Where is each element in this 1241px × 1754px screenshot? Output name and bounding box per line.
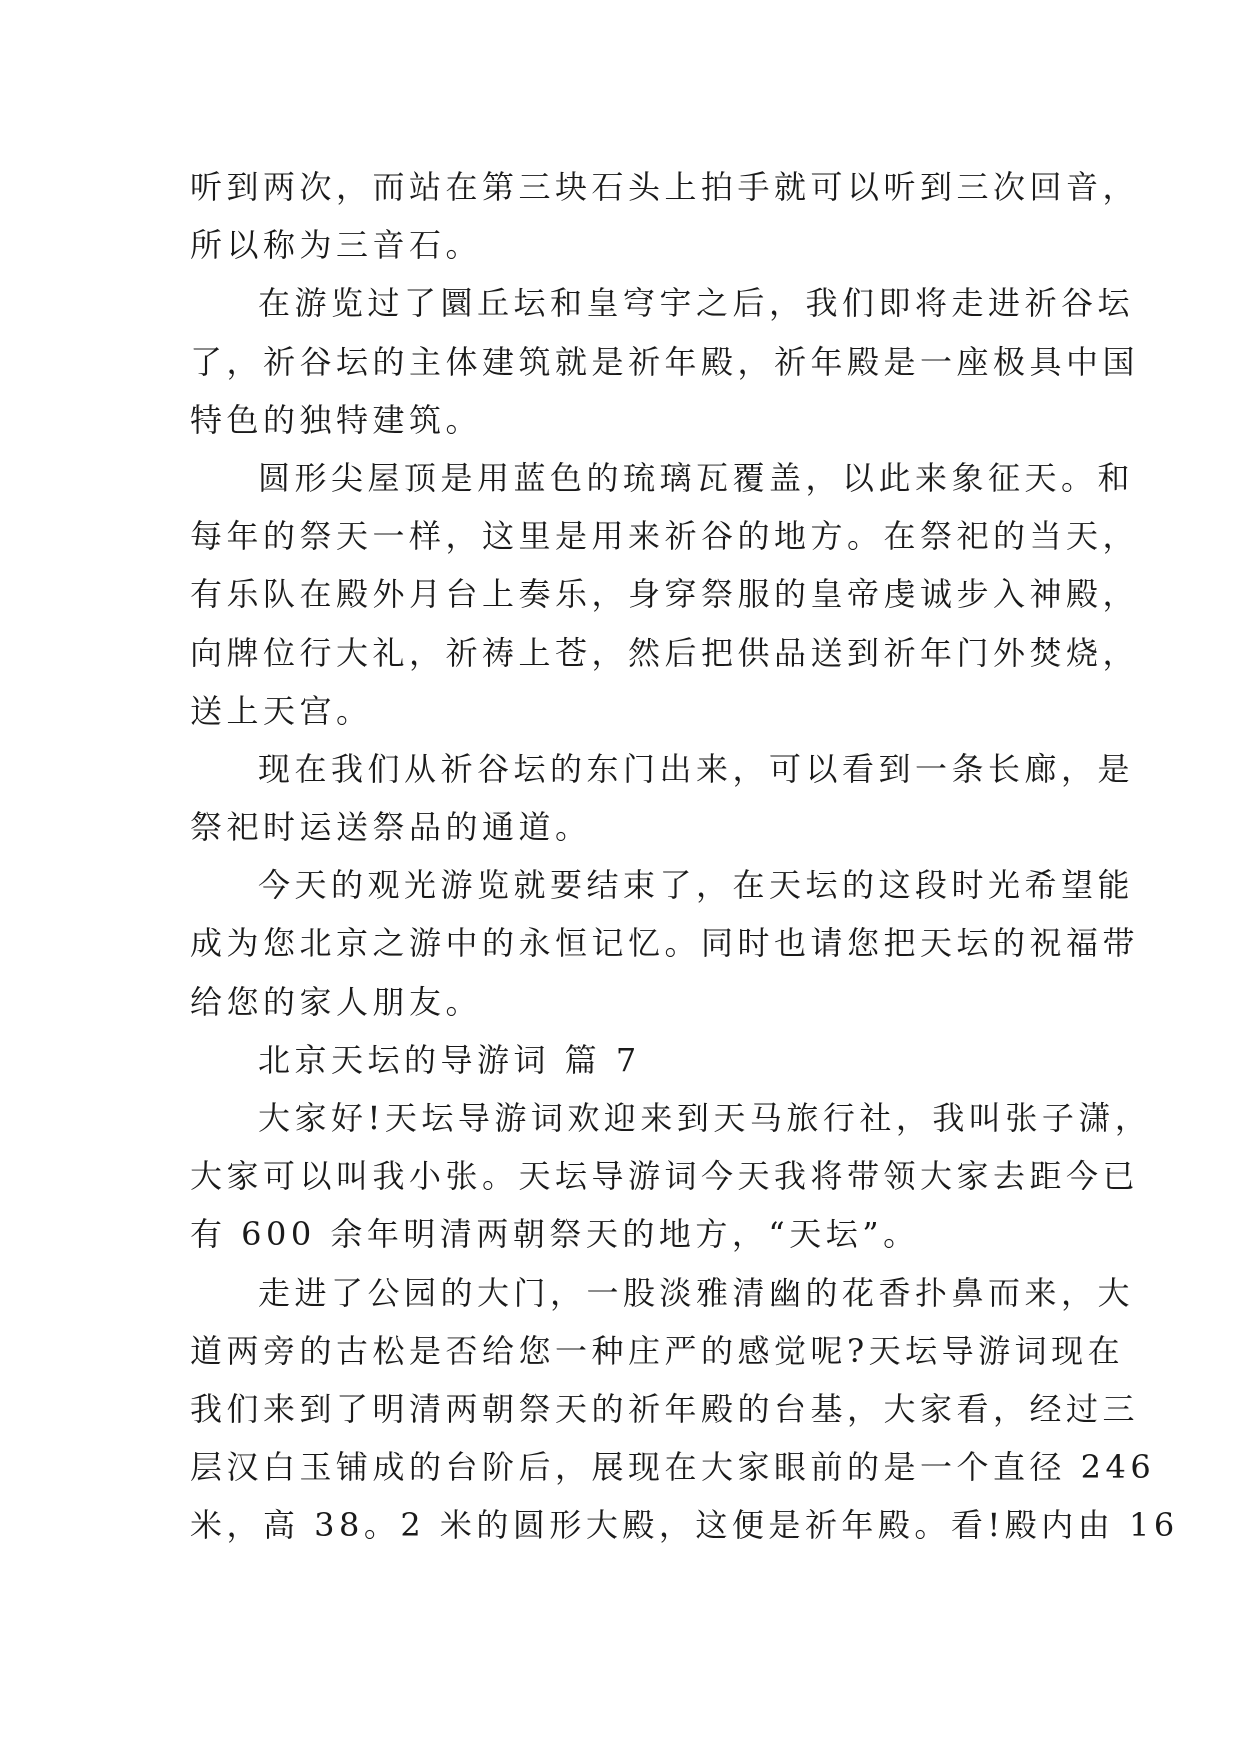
text-line: 圆形尖屋顶是用蓝色的琉璃瓦覆盖，以此来象征天。和 <box>258 458 1135 497</box>
text-line: 我们来到了明清两朝祭天的祈年殿的台基，大家看，经过三 <box>190 1389 1140 1428</box>
text-line: 在游览过了圜丘坛和皇穹宇之后，我们即将走进祈谷坛 <box>258 284 1135 323</box>
text-line: 向牌位行大礼，祈祷上苍，然后把供品送到祈年门外焚烧， <box>190 633 1140 672</box>
text-line: 听到两次，而站在第三块石头上拍手就可以听到三次回音， <box>190 168 1140 206</box>
text-line: 道两旁的古松是否给您一种庄严的感觉呢?天坛导游词现在 <box>190 1331 1125 1370</box>
text-line: 成为您北京之游中的永恒记忆。同时也请您把天坛的祝福带 <box>190 924 1140 963</box>
text-line: 今天的观光游览就要结束了，在天坛的这段时光希望能 <box>258 866 1135 905</box>
text-line: 大家好!天坛导游词欢迎来到天马旅行社，我叫张子潇， <box>258 1099 1152 1137</box>
text-line: 米，高 38。2 米的圆形大殿，这便是祈年殿。看!殿内由 16 <box>190 1506 1179 1545</box>
text-line: 给您的家人朋友。 <box>190 982 483 1021</box>
text-line: 北京天坛的导游词 篇 7 <box>258 1040 641 1079</box>
text-line: 层汉白玉铺成的台阶后，展现在大家眼前的是一个直径 246 <box>190 1448 1156 1487</box>
text-line: 走进了公园的大门，一股淡雅清幽的花香扑鼻而来，大 <box>258 1273 1135 1312</box>
text-line: 祭祀时运送祭品的通道。 <box>190 808 592 847</box>
text-line: 特色的独特建筑。 <box>190 400 483 439</box>
body-text <box>190 158 1179 1555</box>
text-line: 送上天宫。 <box>190 691 373 730</box>
text-line: 大家可以叫我小张。天坛导游词今天我将带领大家去距今已 <box>190 1157 1140 1196</box>
text-line: 所以称为三音石。 <box>190 226 483 265</box>
text-line: 现在我们从祈谷坛的东门出来，可以看到一条长廊，是 <box>258 749 1135 788</box>
text-line: 有 600 余年明清两朝祭天的地方，“天坛”。 <box>190 1215 920 1254</box>
text-line: 了，祈谷坛的主体建筑就是祈年殿，祈年殿是一座极具中国 <box>190 342 1140 381</box>
text-line: 每年的祭天一样，这里是用来祈谷的地方。在祭祀的当天， <box>190 517 1140 556</box>
text-line: 有乐队在殿外月台上奏乐，身穿祭服的皇帝虔诚步入神殿， <box>190 575 1140 614</box>
